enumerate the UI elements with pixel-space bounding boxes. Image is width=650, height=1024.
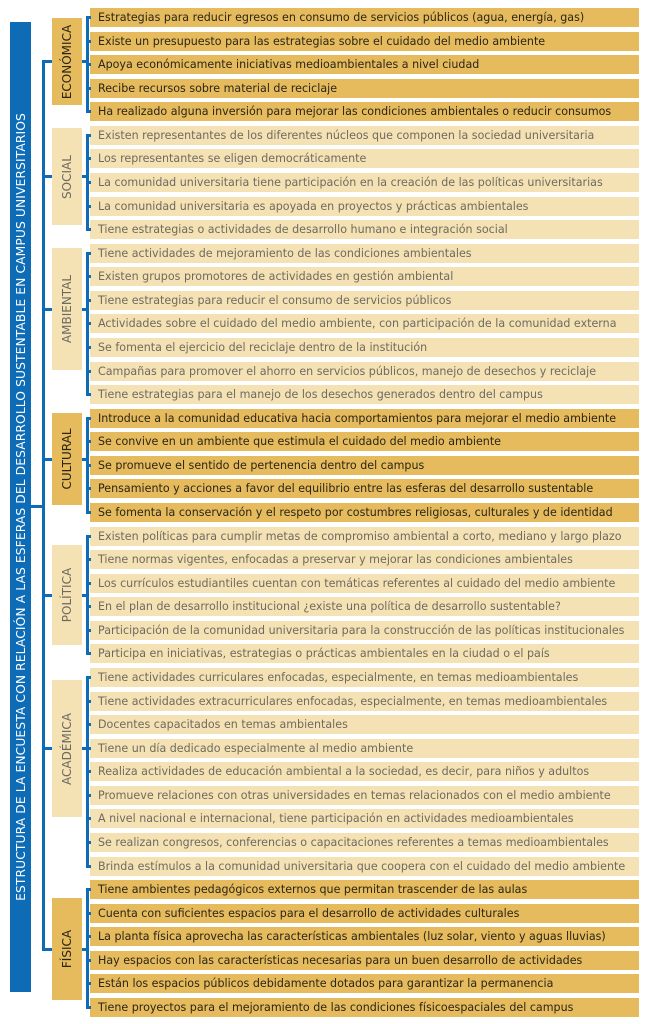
survey-item: Tiene normas vigentes, enfocadas a preservar y mejorar las condiciones ambientales [90, 550, 639, 569]
group-connector [82, 948, 88, 951]
group-label-cultural [52, 413, 82, 505]
survey-item: Se promueve el sentido de pertenencia dentro del campus [90, 456, 639, 475]
survey-item: La comunidad universitaria tiene participación en la creación de las políticas universitarias [90, 173, 639, 192]
survey-item: Actividades sobre el cuidado del medio ambiente, con participación de la comunidad externa [90, 314, 639, 333]
survey-item: Tiene actividades curriculares enfocadas, especialmente, en temas medioambientales [90, 668, 639, 687]
survey-item: Se realizan congresos, conferencias o capacitaciones referentes a temas medioambientales [90, 833, 639, 852]
group-label-text: AMBIENTAL [60, 274, 74, 344]
group-connector [82, 175, 88, 178]
group-bracket [86, 252, 89, 396]
survey-item: Tiene ambientes pedagógicos externos que permitan trascender de las aulas [90, 880, 639, 899]
survey-item: Brinda estímulos a la comunidad universitaria que coopera con el cuidado del medio ambiente [90, 857, 639, 876]
group-label-social [52, 128, 82, 225]
survey-item: Tiene estrategias o actividades de desarrollo humano e integración social [90, 220, 639, 239]
group-label-text: SOCIAL [60, 154, 74, 199]
survey-item: Tiene estrategias para reducir el consumo de servicios públicos [90, 291, 639, 310]
group-label-text: CULTURAL [60, 428, 74, 490]
survey-item: Realiza actividades de educación ambiental a la sociedad, es decir, para niños y adultos [90, 762, 639, 781]
survey-item: Docentes capacitados en temas ambientales [90, 715, 639, 734]
group-label-ambiental [52, 248, 82, 370]
group-bracket [86, 417, 89, 514]
survey-item: Existen grupos promotores de actividades en gestión ambiental [90, 267, 639, 286]
survey-item: Tiene proyectos para el mejoramiento de las condiciones físicoespaciales del campus [90, 998, 639, 1017]
group-label-politica [52, 545, 82, 645]
survey-item: Se fomenta la conservación y el respeto por costumbres religiosas, culturales y de identidad [90, 503, 639, 522]
survey-item: Promueve relaciones con otras universidades en temas relacionados con el medio ambiente [90, 786, 639, 805]
title-connector [31, 505, 43, 508]
survey-item: Participación de la comunidad universitaria para la construcción de las políticas institucionales [90, 621, 639, 640]
group-label-text: FÍSICA [60, 929, 74, 969]
survey-item: Se fomenta el ejercicio del reciclaje dentro de la institución [90, 338, 639, 357]
survey-item: Los representantes se eligen democráticamente [90, 149, 639, 168]
survey-item: Están los espacios públicos debidamente dotados para garantizar la permanencia [90, 974, 639, 993]
survey-item: Tiene actividades de mejoramiento de las condiciones ambientales [90, 244, 639, 263]
survey-item: Cuenta con suficientes espacios para el desarrollo de actividades culturales [90, 904, 639, 923]
group-connector [82, 747, 88, 750]
group-connector [82, 308, 88, 311]
survey-item: Campañas para promover el ahorro en servicios públicos, manejo de desechos y reciclaje [90, 362, 639, 381]
survey-structure-title-bar [10, 22, 31, 992]
group-bracket [86, 16, 89, 113]
survey-structure-title: ESTRUCTURA DE LA ENCUESTA CON RELACIÓN A LAS ESFERAS DEL DESARROLLO SUSTENTABLE EN CAMPUS UNIVERSITARIOS [13, 113, 28, 901]
group-connector [82, 594, 88, 597]
group-label-text: ACADÉMICA [60, 712, 74, 785]
survey-item: Tiene estrategias para el manejo de los desechos generados dentro del campus [90, 385, 639, 404]
group-label-fisica [52, 898, 82, 1000]
group-connector [82, 458, 88, 461]
survey-item: Recibe recursos sobre material de reciclaje [90, 79, 639, 98]
survey-item: Se convive en un ambiente que estimula el cuidado del medio ambiente [90, 432, 639, 451]
group-label-text: POLÍTICA [60, 567, 74, 623]
survey-item: Existen políticas para cumplir metas de compromiso ambiental a corto, mediano y largo plazo [90, 527, 639, 546]
group-connector [82, 60, 88, 63]
survey-item: Existen representantes de los diferentes núcleos que componen la sociedad universitaria [90, 126, 639, 145]
survey-item: La planta física aprovecha las características ambientales (luz solar, viento y aguas lluvias) [90, 927, 639, 946]
group-label-economica [52, 18, 82, 105]
survey-item: Tiene actividades extracurriculares enfocadas, especialmente, en temas medioambientales [90, 692, 639, 711]
survey-item: Tiene un día dedicado especialmente al medio ambiente [90, 739, 639, 758]
survey-item: A nivel nacional e internacional, tiene participación en actividades medioambientales [90, 809, 639, 828]
survey-item: Apoya económicamente iniciativas medioambientales a nivel ciudad [90, 55, 639, 74]
survey-item: Pensamiento y acciones a favor del equilibrio entre las esferas del desarrollo sustentable [90, 479, 639, 498]
survey-item: Existe un presupuesto para las estrategias sobre el cuidado del medio ambiente [90, 32, 639, 51]
survey-item: Participa en iniciativas, estrategias o prácticas ambientales en la ciudad o el país [90, 644, 639, 663]
group-label-academica [52, 680, 82, 817]
survey-item: La comunidad universitaria es apoyada en proyectos y prácticas ambientales [90, 197, 639, 216]
group-bracket [86, 134, 89, 231]
survey-item: Ha realizado alguna inversión para mejorar las condiciones ambientales o reducir consumos [90, 102, 639, 121]
survey-item: Estrategias para reducir egresos en consumo de servicios públicos (agua, energía, gas) [90, 8, 639, 27]
group-bracket [86, 676, 89, 868]
survey-item: Hay espacios con las características necesarias para un buen desarrollo de actividades [90, 951, 639, 970]
survey-item: Los currículos estudiantiles cuentan con temáticas referentes al cuidado del medio ambiente [90, 574, 639, 593]
survey-item: En el plan de desarrollo institucional ¿existe una política de desarrollo sustentable? [90, 597, 639, 616]
group-label-text: ECONÓMICA [60, 24, 74, 99]
survey-item: Introduce a la comunidad educativa hacia comportamientos para mejorar el medio ambiente [90, 409, 639, 428]
